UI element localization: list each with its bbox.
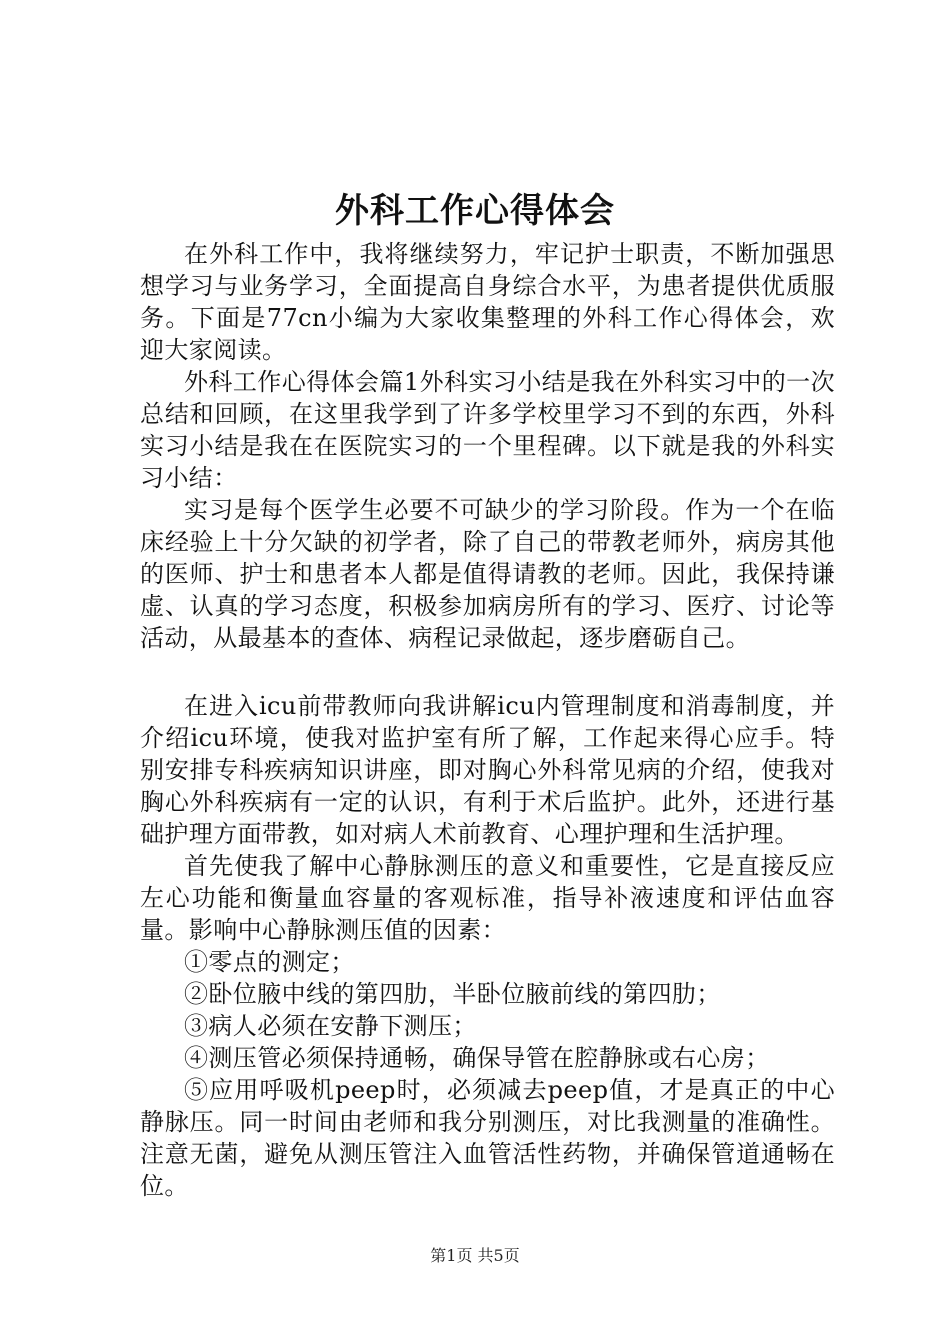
paragraph-internship: 实习是每个医学生必要不可缺少的学习阶段。作为一个在临床经验上十分欠缺的初学者，除了自己的带教老师外，病房其他的医师、护士和患者本人都是值得请教的老师。因此，我保持谦虚、认真的学习态度，积极参加病房所有的学习、医疗、讨论等活动，从最基本的查体、病程记录做起，逐步磨砺自己。 [140, 496, 835, 652]
page-footer: 第1页 共5页 [430, 1246, 520, 1265]
document-body [140, 238, 835, 1202]
paragraph-intro: 在外科工作中，我将继续努力，牢记护士职责，不断加强思想学习与业务学习，全面提高自身综合水平，为患者提供优质服务。下面是77cn小编为大家收集整理的外科工作心得体会，欢迎大家阅读。 [140, 240, 835, 364]
paragraph-part1: 外科工作心得体会篇1外科实习小结是我在外科实习中的一次总结和回顾，在这里我学到了许多学校里学习不到的东西，外科实习小结是我在在医院实习的一个里程碑。以下就是我的外科实习小结： [140, 368, 835, 492]
paragraph-icu: 在进入icu前带教师向我讲解icu内管理制度和消毒制度，并介绍icu环境，使我对监护室有所了解，工作起来得心应手。特别安排专科疾病知识讲座，即对胸心外科常见病的介绍，使我对胸心外科疾病有一定的认识，有利于术后监护。此外，还进行基础护理方面带教，如对病人术前教育、心理护理和生活护理。 [140, 692, 835, 848]
list-item-1: ①零点的测定； [184, 948, 355, 976]
list-item-2: ②卧位腋中线的第四肋，半卧位腋前线的第四肋； [184, 980, 721, 1008]
list-item-4: ④测压管必须保持通畅，确保导管在腔静脉或右心房； [184, 1044, 770, 1072]
document-title: 外科工作心得体会 [335, 191, 615, 231]
list-item-5: ⑤应用呼吸机peep时，必须减去peep值，才是真正的中心静脉压。同一时间由老师和我分别测压，对比我测量的准确性。注意无菌，避免从测压管注入血管活性药物，并确保管道通畅在位。 [140, 1076, 835, 1200]
list-item-3: ③病人必须在安静下测压； [184, 1012, 477, 1040]
paragraph-cvp: 首先使我了解中心静脉测压的意义和重要性，它是直接反应左心功能和衡量血容量的客观标准，指导补液速度和评估血容量。影响中心静脉测压值的因素： [140, 852, 835, 944]
paragraph-gap [140, 654, 835, 690]
